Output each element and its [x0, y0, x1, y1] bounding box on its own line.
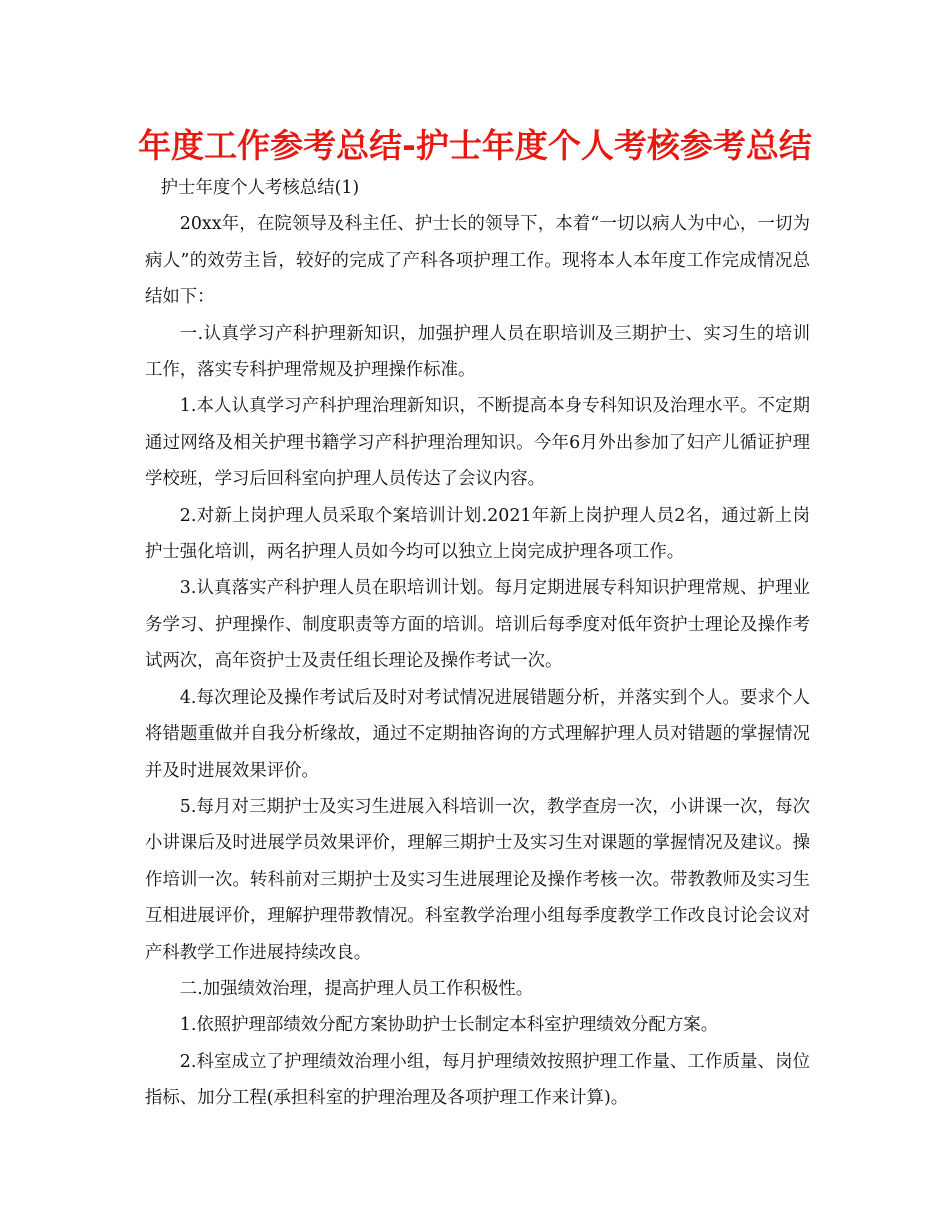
paragraph-section-1-heading: 一.认真学习产科护理新知识，加强护理人员在职培训及三期护士、实习生的培训工作，落实专科护理常规及护理操作标准。: [145, 323, 810, 381]
document-body: [145, 170, 810, 1117]
paragraph-item-1-2: 2.对新上岗护理人员采取个案培训计划.2021年新上岗护理人员2名，通过新上岗护士强化培训，两名护理人员如今均可以独立上岗完成护理各项工作。: [145, 505, 810, 563]
paragraph-item-1-3: 3.认真落实产科护理人员在职培训计划。每月定期进展专科知识护理常规、护理业务学习、护理操作、制度职责等方面的培训。培训后每季度对低年资护士理论及操作考试两次，高年资护士及责任组长理论及操作考试一次。: [145, 578, 810, 672]
paragraph-item-1-5: 5.每月对三期护士及实习生进展入科培训一次，教学查房一次，小讲课一次，每次小讲课后及时进展学员效果评价，理解三期护士及实习生对课题的掌握情况及建议。操作培训一次。转科前对三期护士及实习生进展理论及操作考核一次。带教教师及实习生互相进展评价，理解护理带教情况。科室教学治理小组每季度教学工作改良讨论会议对产科教学工作进展持续改良。: [145, 796, 810, 963]
paragraph-item-1-4: 4.每次理论及操作考试后及时对考试情况进展错题分析，并落实到个人。要求个人将错题重做并自我分析缘故，通过不定期抽咨询的方式理解护理人员对错题的掌握情况并及时进展效果评价。: [145, 687, 810, 781]
paragraph-item-1-1: 1.本人认真学习产科护理治理新知识，不断提高本身专科知识及治理水平。不定期通过网络及相关护理书籍学习产科护理治理知识。今年6月外出参加了妇产儿循证护理学校班，学习后回科室向护理人员传达了会议内容。: [145, 396, 810, 490]
paragraph-intro: 20xx年，在院领导及科主任、护士长的领导下，本着“一切以病人为中心，一切为病人”的效劳主旨，较好的完成了产科各项护理工作。现将本人本年度工作完成情况总结如下：: [145, 214, 810, 308]
paragraph-item-2-2: 2.科室成立了护理绩效治理小组，每月护理绩效按照护理工作量、工作质量、岗位指标、加分工程(承担科室的护理治理及各项护理工作来计算)。: [145, 1051, 810, 1109]
paragraph-item-2-1: 1.依照护理部绩效分配方案协助护士长制定本科室护理绩效分配方案。: [179, 1015, 719, 1036]
document-title: 年度工作参考总结-护士年度个人考核参考总结: [138, 126, 812, 165]
section-subtitle: 护士年度个人考核总结(1): [160, 178, 360, 198]
paragraph-section-2-heading: 二.加强绩效治理，提高护理人员工作积极性。: [179, 978, 534, 999]
